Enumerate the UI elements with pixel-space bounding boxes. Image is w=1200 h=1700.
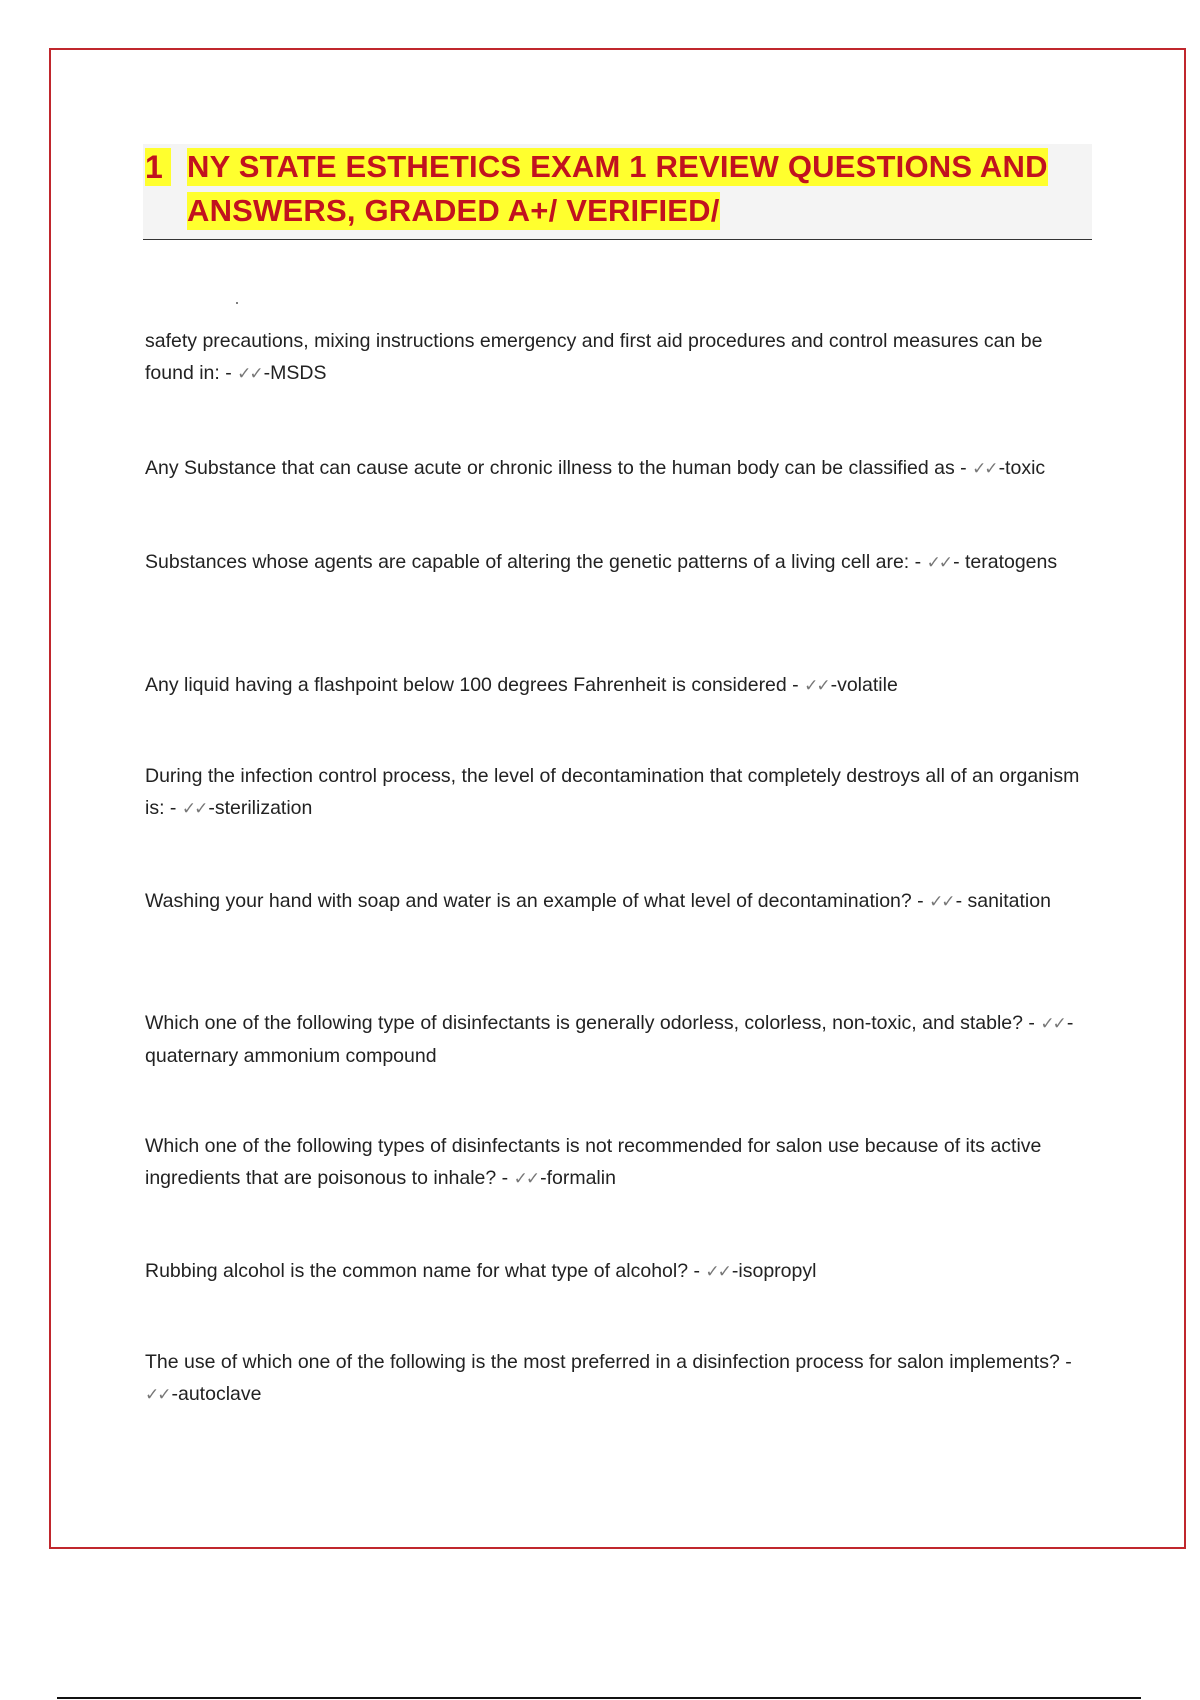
qa-item: [145, 760, 1095, 825]
question-text: Washing your hand with soap and water is an example of what level of decontamination? -: [145, 890, 924, 912]
double-check-icon: ✓✓: [237, 364, 262, 384]
answer-text: - sanitation: [955, 890, 1051, 912]
qa-item: [145, 452, 1095, 485]
answer-text: -sterilization: [208, 797, 313, 819]
answer-text: -autoclave: [171, 1383, 262, 1405]
qa-item: [145, 1346, 1095, 1411]
double-check-icon: ✓✓: [972, 459, 997, 479]
qa-item: [145, 669, 1095, 702]
question-text: Any liquid having a flashpoint below 100 degrees Fahrenheit is considered -: [145, 674, 799, 696]
title-line-2: ANSWERS, GRADED A+/ VERIFIED/: [187, 193, 720, 228]
double-check-icon: ✓✓: [181, 799, 207, 819]
double-check-icon: ✓✓: [929, 892, 954, 912]
qa-item: [145, 325, 1095, 390]
qa-item: [145, 1255, 1095, 1288]
question-text: During the infection control process, the level of decontamination that completely destroys all of an organism is: -: [145, 765, 1080, 819]
answer-text: -isopropyl: [731, 1260, 817, 1282]
answer-text: -formalin: [540, 1167, 616, 1189]
title-line-1: NY STATE ESTHETICS EXAM 1 REVIEW QUESTIONS AND: [187, 149, 1048, 184]
title-number: 1: [145, 148, 171, 186]
double-check-icon: ✓✓: [1040, 1014, 1065, 1034]
stray-dot: [236, 302, 238, 304]
question-text: The use of which one of the following is the most preferred in a disinfection process for salon implements? -: [145, 1351, 1072, 1373]
question-text: Rubbing alcohol is the common name for what type of alcohol? -: [145, 1260, 700, 1282]
double-check-icon: ✓✓: [705, 1262, 730, 1282]
answer-text: -volatile: [830, 674, 898, 696]
answer-text: -toxic: [998, 457, 1046, 479]
qa-item: [145, 885, 1095, 918]
double-check-icon: ✓✓: [926, 553, 952, 573]
qa-item: [145, 546, 1095, 579]
answer-text: - teratogens: [953, 551, 1058, 573]
double-check-icon: ✓✓: [145, 1385, 170, 1405]
footer-rule: [57, 1697, 1141, 1699]
question-text: safety precautions, mixing instructions emergency and first aid procedures and control measures can be found in: -: [145, 330, 1043, 384]
qa-item: [145, 1130, 1095, 1195]
document-title: [143, 144, 1092, 240]
question-text: Which one of the following types of disinfectants is not recommended for salon use because of its active ingredients that are poisonous to inhale? -: [145, 1135, 1042, 1189]
answer-text: -quaternary ammonium compound: [145, 1012, 1074, 1067]
double-check-icon: ✓✓: [804, 676, 829, 696]
question-text: Which one of the following type of disinfectants is generally odorless, colorless, non-toxic, and stable? -: [145, 1012, 1035, 1034]
question-text: Substances whose agents are capable of altering the genetic patterns of a living cell are: -: [145, 551, 922, 573]
answer-text: -MSDS: [263, 362, 327, 384]
question-text: Any Substance that can cause acute or chronic illness to the human body can be classified as -: [145, 457, 967, 479]
double-check-icon: ✓✓: [513, 1169, 539, 1189]
qa-item: [145, 1007, 1095, 1072]
